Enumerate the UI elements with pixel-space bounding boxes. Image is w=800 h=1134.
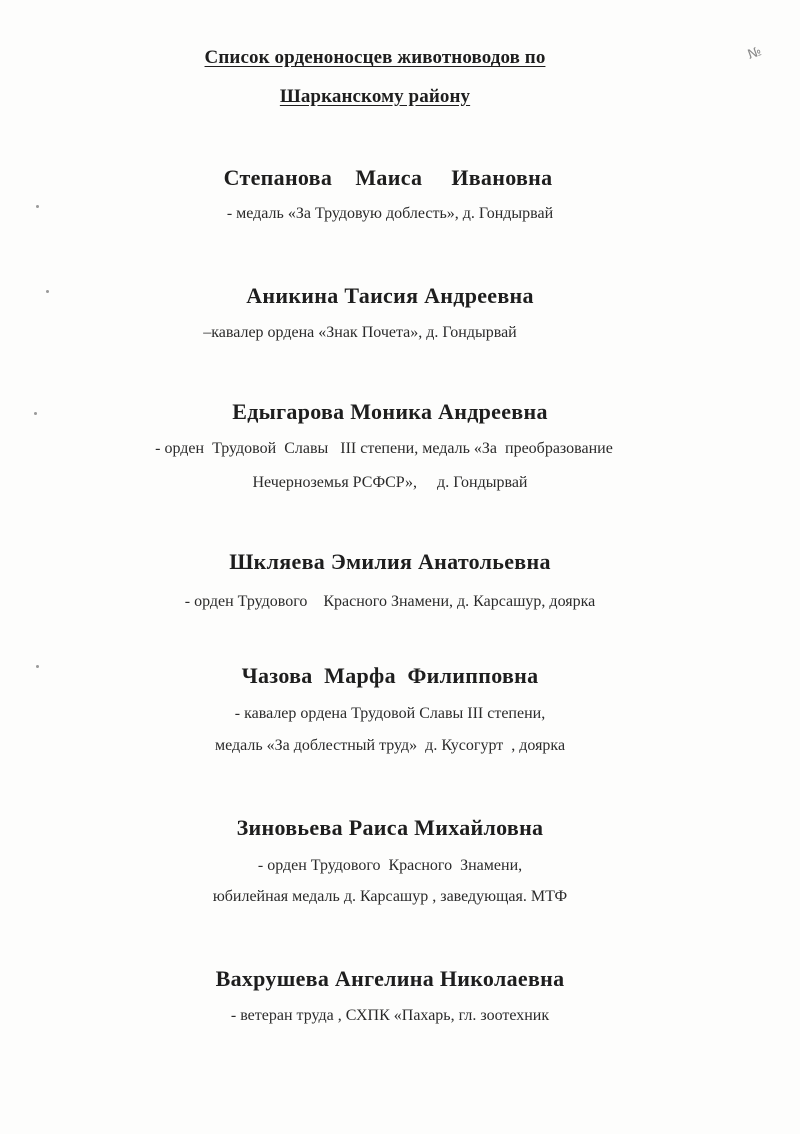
award-description: - орден Трудового Красного Знамени, д. Карсашур, доярка bbox=[184, 593, 596, 610]
person-name: Зиновьева Раиса Михайловна bbox=[236, 815, 544, 840]
document-title-line-2: Шарканскому району bbox=[279, 86, 471, 107]
person-name: Едыгарова Моника Андреевна bbox=[232, 399, 548, 424]
award-description: медаль «За доблестный труд» д. Кусогурт , доярка bbox=[214, 737, 566, 754]
person-name: Чазова Марфа Филипповна bbox=[241, 663, 539, 688]
award-description: юбилейная медаль д. Карсашур , заведующая. МТФ bbox=[212, 888, 568, 905]
person-name: Шкляева Эмилия Анатольевна bbox=[229, 549, 551, 574]
person-name: Аникина Таисия Андреевна bbox=[246, 283, 534, 308]
person-name: Вахрушева Ангелина Николаевна bbox=[215, 966, 565, 991]
award-description: - медаль «За Трудовую доблесть», д. Гондырвай bbox=[226, 205, 554, 222]
document-title-line-1: Список орденоносцев животноводов по bbox=[204, 47, 546, 68]
award-description: - орден Трудовой Славы III степени, медаль «За преобразование bbox=[155, 440, 613, 457]
person-name: Степанова Маиса Ивановна bbox=[223, 165, 553, 190]
award-description: –кавалер ордена «Знак Почета», д. Гондырвай bbox=[203, 324, 517, 341]
award-description: - ветеран труда , СХПК «Пахарь, гл. зоотехник bbox=[230, 1007, 550, 1024]
corner-handwritten-mark: № bbox=[745, 44, 764, 63]
award-description: - кавалер ордена Трудовой Славы III степени, bbox=[234, 705, 546, 722]
award-description: Нечерноземья РСФСР», д. Гондырвай bbox=[252, 474, 528, 491]
award-description: - орден Трудового Красного Знамени, bbox=[257, 857, 523, 874]
